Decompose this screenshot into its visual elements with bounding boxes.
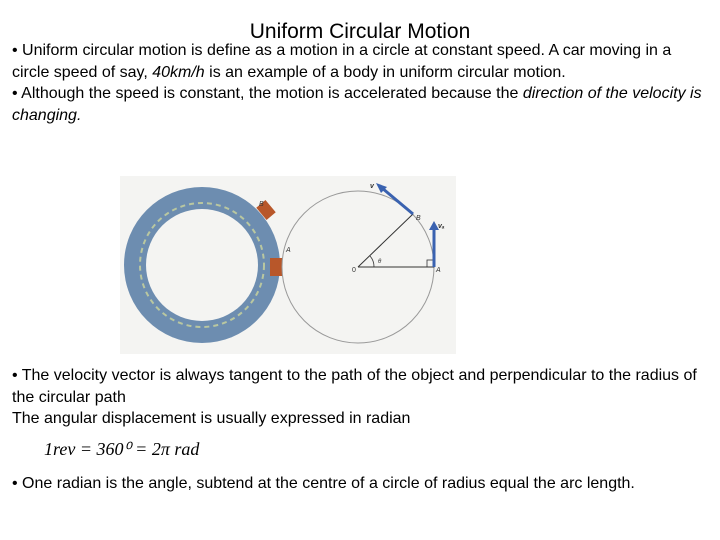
acceleration-text	[12, 83, 712, 126]
label-v: v	[370, 183, 374, 190]
label-a: A	[436, 267, 441, 274]
definition-text-a: • Uniform circular motion is define as a motion in a circle at constant speed. A car moving in a circle speed of say,	[12, 42, 672, 81]
radian-definition-text: • One radian is the angle, subtend at the centre of a circle of radius equal the arc length.	[12, 475, 635, 492]
acceleration-text-a: • Although the speed is constant, the motion is accelerated because the	[12, 85, 523, 102]
definition-text	[12, 40, 712, 83]
speed-example: 40km/h	[152, 63, 205, 81]
velocity-vector-b	[382, 188, 413, 214]
acceleration-text-b: direction of the velocity is changing.	[12, 85, 702, 124]
label-b: B	[416, 215, 421, 222]
slide-title: Uniform Circular Motion	[249, 20, 471, 43]
angle-arc	[370, 256, 374, 267]
car-a	[270, 258, 282, 276]
revolution-formula: 1rev = 360⁰ = 2π rad	[44, 439, 200, 459]
track-label-a: A	[286, 247, 291, 254]
tangent-text: • The velocity vector is always tangent to the path of the object and perpendicular to the radius of the circular path	[12, 367, 697, 406]
label-theta: θ	[378, 259, 382, 265]
intro-paragraph	[12, 40, 712, 126]
track-infield	[146, 209, 258, 321]
radian-text: The angular displacement is usually expressed in radian	[12, 410, 411, 427]
radian-definition-paragraph	[12, 473, 712, 495]
track-label-b: B	[259, 201, 264, 208]
velocity-paragraph	[12, 365, 712, 430]
label-o: 0	[352, 267, 356, 274]
circular-motion-figure	[120, 176, 456, 354]
label-va: vₐ	[438, 223, 445, 230]
definition-text-b: is an example of a body in uniform circular motion.	[204, 63, 566, 81]
figure-svg	[120, 176, 456, 354]
radius-ob	[358, 214, 413, 267]
